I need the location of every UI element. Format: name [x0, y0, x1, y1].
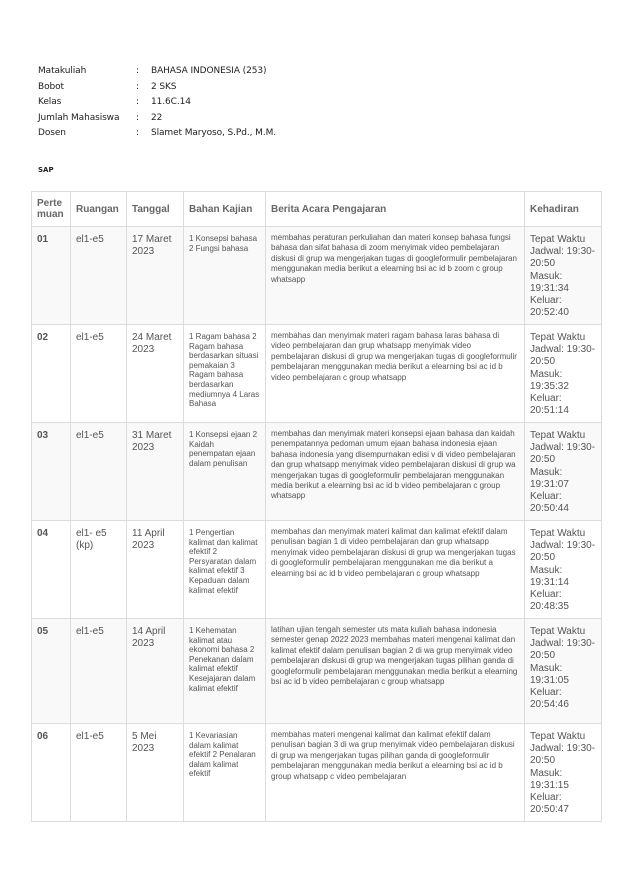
table-row	[32, 521, 602, 619]
cell-kehadiran	[525, 423, 602, 521]
attendance-status: Tepat Waktu	[530, 234, 586, 245]
table-row	[32, 325, 602, 423]
attendance-schedule: Jadwal: 19:30-20:50	[530, 442, 596, 466]
info-row-bobot	[38, 80, 276, 96]
attendance-check-in: Masuk: 19:31:05	[530, 662, 569, 686]
info-label: Kelas	[38, 97, 62, 107]
table-row	[32, 423, 602, 521]
attendance-check-out: Keluar: 20:50:47	[530, 792, 569, 816]
attendance-check-out: Keluar: 20:51:14	[530, 393, 569, 417]
cell-tanggal: 17 Maret 2023	[127, 227, 184, 325]
cell-bahan-kajian: 1 Kehematan kalimat atau ekonomi bahasa 2 Penekanan dalam kalimat efektif Kesejajaran dalam kalimat efektif	[184, 619, 266, 724]
attendance-check-out: Keluar: 20:50:44	[530, 491, 569, 515]
cell-berita-acara: latihan ujian tengah semester uts mata kuliah bahasa indonesia semester genap 2022 2023 membahas materi mengenai kalimat dan kalimat efektif dalam penulisan bagian 2 di wa grup menyimak video pembelajaran diskusi di grup wa mengerjakan tugas pilihan ganda di googleformulir pembelajaran menggunakan media berikut a elearning bsi ac id b video pembelajaran c group whatsapp	[266, 619, 525, 724]
attendance-check-out: Keluar: 20:54:46	[530, 687, 569, 711]
info-label: Jumlah Mahasiswa	[38, 112, 120, 123]
cell-tanggal: 14 April 2023	[127, 619, 184, 724]
cell-ruangan: el1-e5	[71, 619, 127, 724]
attendance-status: Tepat Waktu	[530, 430, 586, 441]
cell-berita-acara: membahas dan menyimak materi ragam bahasa laras bahasa di video pembelajaran dan grup whatsapp menyimak video pembelajaran diskusi di grup wa mengerjakan tugas di googleformulir pembelajaran menggunakan media berikut a elearning bsi ac id b video pembelajaran c group whatsapp	[266, 325, 525, 423]
cell-tanggal: 11 April 2023	[127, 521, 184, 619]
table-row	[32, 619, 602, 724]
attendance-schedule: Jadwal: 19:30-20:50	[530, 540, 596, 564]
info-label: Dosen	[38, 128, 66, 138]
header-ruangan: Ruangan	[71, 192, 127, 227]
attendance-check-in: Masuk: 19:35:32	[530, 368, 569, 392]
cell-bahan-kajian: 1 Konsepsi ejaan 2 Kaidah penempatan ejaan dalam penulisan	[184, 423, 266, 521]
header-berita-acara: Berita Acara Pengajaran	[266, 192, 525, 227]
cell-tanggal: 5 Mei 2023	[127, 724, 184, 822]
info-row-dosen	[38, 126, 276, 142]
sap-table	[31, 191, 602, 822]
attendance-status: Tepat Waktu	[530, 528, 586, 539]
cell-pertemuan: 06	[32, 724, 71, 822]
cell-tanggal: 24 Maret 2023	[127, 325, 184, 423]
cell-kehadiran	[525, 227, 602, 325]
cell-pertemuan: 04	[32, 521, 71, 619]
cell-kehadiran	[525, 619, 602, 724]
attendance-schedule: Jadwal: 19:30-20:50	[530, 638, 596, 662]
info-row-kelas	[38, 95, 276, 111]
info-label: Bobot	[38, 81, 64, 92]
cell-ruangan: el1-e5	[71, 724, 127, 822]
info-colon: :	[136, 128, 139, 138]
info-label: Matakuliah	[38, 66, 87, 76]
table-row	[32, 724, 602, 822]
header-kehadiran: Kehadiran	[525, 192, 602, 227]
cell-ruangan: el1-e5	[71, 325, 127, 423]
cell-berita-acara: membahas materi mengenai kalimat dan kalimat efektif dalam penulisan bagian 3 di wa grup menyimak video pembelajaran diskusi di grup wa mengerjakan tugas pilihan ganda di googleformulir pembelajaran menggunakan media berikut a elearning bsi ac id b group whatsapp c video pembelajaran	[266, 724, 525, 822]
header-tanggal: Tanggal	[127, 192, 184, 227]
cell-berita-acara: membahas peraturan perkuliahan dan materi konsep bahasa fungsi bahasa dan sifat bahasa di zoom menyimak video pembelajaran diskusi di grup wa mengerjakan tugas di googleformulir pembelajaran menggunakan media berikut a elearning bsi ac id b zoom c group whatsapp	[266, 227, 525, 325]
cell-bahan-kajian: 1 Ragam bahasa 2 Ragam bahasa berdasarkan situasi pemakaian 3 Ragam bahasa berdasarkan mediumnya 4 Laras Bahasa	[184, 325, 266, 423]
attendance-check-out: Keluar: 20:52:40	[530, 295, 569, 319]
cell-pertemuan: 01	[32, 227, 71, 325]
table-header-row	[32, 192, 602, 227]
attendance-check-out: Keluar: 20:48:35	[530, 589, 569, 613]
cell-kehadiran	[525, 521, 602, 619]
course-info	[38, 64, 276, 142]
attendance-check-in: Masuk: 19:31:14	[530, 564, 569, 588]
cell-ruangan: el1-e5	[71, 423, 127, 521]
attendance-status: Tepat Waktu	[530, 332, 586, 343]
info-colon: :	[136, 81, 139, 92]
attendance-schedule: Jadwal: 19:30-20:50	[530, 344, 596, 368]
cell-berita-acara: membahas dan menyimak materi konsepsi ejaan bahasa dan kaidah penempatannya pedoman umum ejaan bahasa indonesia ejaan bahasa indonesia yang disempurnakan edisi v di video pembelajaran dan grup whatsapp menyimak video pembelajaran diskusi di grup wa mengerjakan tugas di googleformulir pembelajaran menggunakan media berikut a elearning bsi ac id b video pembelajaran c group whatsapp	[266, 423, 525, 521]
cell-kehadiran	[525, 325, 602, 423]
table-row	[32, 227, 602, 325]
info-colon: :	[136, 97, 139, 107]
info-value: Slamet Maryoso, S.Pd., M.M.	[151, 128, 277, 138]
cell-pertemuan: 05	[32, 619, 71, 724]
cell-pertemuan: 02	[32, 325, 71, 423]
attendance-status: Tepat Waktu	[530, 731, 586, 742]
attendance-check-in: Masuk: 19:31:34	[530, 270, 569, 294]
info-value: BAHASA INDONESIA (253)	[151, 66, 267, 76]
header-bahan-kajian: Bahan Kajian	[184, 192, 266, 227]
info-value: 22	[151, 112, 163, 123]
info-row-jumlah-mahasiswa	[38, 111, 276, 127]
attendance-schedule: Jadwal: 19:30-20:50	[530, 743, 596, 767]
info-value: 2 SKS	[151, 81, 177, 92]
header-pertemuan: Perte muan	[32, 192, 71, 227]
info-colon: :	[136, 66, 139, 76]
cell-tanggal: 31 Maret 2023	[127, 423, 184, 521]
info-value: 11.6C.14	[151, 97, 191, 107]
attendance-schedule: Jadwal: 19:30-20:50	[530, 246, 596, 270]
cell-bahan-kajian: 1 Kevariasian dalam kalimat efektif 2 Penalaran dalam kalimat efektif	[184, 724, 266, 822]
info-row-matakuliah	[38, 64, 276, 80]
attendance-check-in: Masuk: 19:31:07	[530, 466, 569, 490]
attendance-check-in: Masuk: 19:31:15	[530, 767, 569, 791]
cell-ruangan: el1-e5	[71, 227, 127, 325]
cell-ruangan: el1- e5 (kp)	[71, 521, 127, 619]
cell-kehadiran	[525, 724, 602, 822]
info-colon: :	[136, 112, 139, 123]
section-title: SAP	[38, 166, 54, 174]
cell-pertemuan: 03	[32, 423, 71, 521]
cell-bahan-kajian: 1 Konsepsi bahasa 2 Fungsi bahasa	[184, 227, 266, 325]
cell-bahan-kajian: 1 Pengertian kalimat dan kalimat efektif 2 Persyaratan dalam kalimat efektif 3 Kepaduan dalam kalimat efektif	[184, 521, 266, 619]
attendance-status: Tepat Waktu	[530, 626, 586, 637]
cell-berita-acara: membahas dan menyimak materi kalimat dan kalimat efektif dalam penulisan bagian 1 di video pembelajaran dan grup whatsapp menyimak video pembelajaran diskusi di grup wa mengerjakan tugas di googleformulir pembelajaran menggunakan me dia berikut a elearning bsi ac id b video pembelajaran c group whatsapp	[266, 521, 525, 619]
